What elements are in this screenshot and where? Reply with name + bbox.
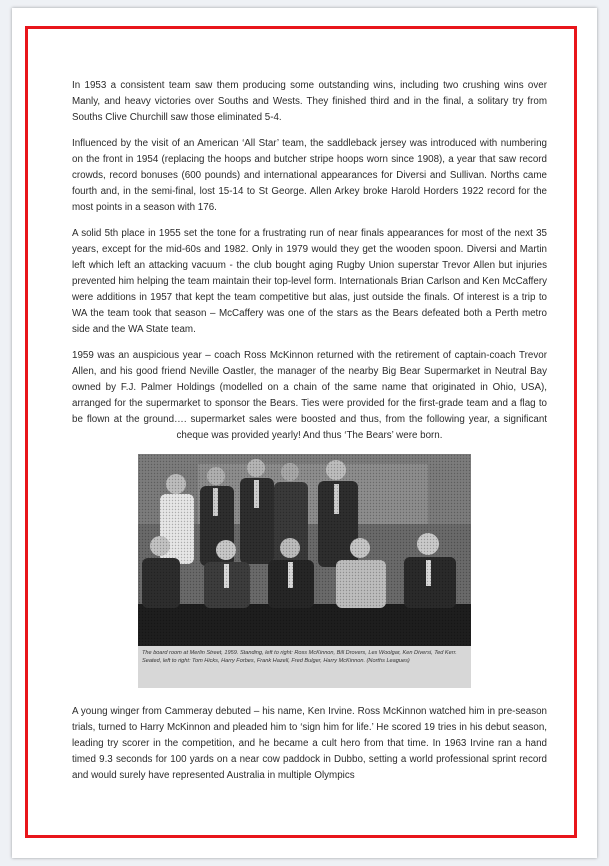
photo-caption: The board room at Merlin Street, 1959. Standing, left to right: Ross McKinnon, Bill Drovers, Les Woolgar, Ken Diversi, Ted Kerr. Seated, left to right: Tom Hicks, Harry Forbes, Frank Hazell, Fred Bulger, Harry McKinnon. (Norths Leagues): [138, 646, 471, 688]
paragraph-1953: In 1953 a consistent team saw them producing some outstanding wins, including two crushing wins over Manly, and heavy victories over Souths and Wests. They finished third and in the final, a solitary try from Souths Clive Churchill saw those eliminated 5-4.: [72, 80, 547, 123]
historic-photo-figure: [138, 454, 471, 688]
paragraph-1959: 1959 was an auspicious year – coach Ross McKinnon returned with the retirement of captain-coach Trevor Allen, and his good friend Neville Oastler, the manager of the nearby Big Bear Supermarket in Neutral Bay owned by F.J. Palmer Holdings (modelled on a chain of the same name that originated in Ohio, USA), arranged for the supermarket to sponsor the Bears. Ties were provided for the first-grade team and a flag to be flown at the ground…. supermarket sales were boosted and thus, from the following year, a significant cheque was provided yearly! And thus ‘The Bears’ were born.: [72, 350, 547, 441]
board-room-photo: [138, 454, 471, 646]
paragraph-1955: A solid 5th place in 1955 set the tone for a frustrating run of near finals appearances for most of the next 35 years, except for the mid-60s and 1982. Only in 1979 would they get the wooden spoon. Diversi and Martin left which left an attacking vacuum - the club bought aging Rugby Union superstar Trevor Allen but injuries prevented him helping the team maintain their top-level form. Internationals Brian Carlson and Ken McCaffery were additions in 1957 that kept the team competitive but alas, just outside the finals. Of interest is a trip to WA the team took that season – McCaffery was one of the stars as the Bears defeated both a Perth metro side and the WA State team.: [72, 228, 547, 335]
document-body: [72, 78, 547, 794]
document-page: [12, 8, 597, 858]
paragraph-ken-irvine: A young winger from Cammeray debuted – his name, Ken Irvine. Ross McKinnon watched him in pre-season trials, turned to Harry McKinnon and pleaded him to ‘sign him for life.’ He scored 19 tries in his debut season, leading try scorer in the competition, and he became a cult hero from that time. In 1963 Irvine ran a hand timed 9.3 seconds for 100 yards on a near cow paddock in Dubbo, setting a world professional sprint record and would surely have represented Australia in multiple Olympics: [72, 706, 547, 781]
group-portrait-illustration: [138, 454, 471, 646]
paragraph-1954: Influenced by the visit of an American ‘All Star’ team, the saddleback jersey was introduced with numbering on the front in 1954 (replacing the hoops and butcher stripe hoops worn since 1908), a year that saw record crowds, record bonuses (600 pounds) and international appearances for Diversi and Sullivan. Norths came fourth and, in the semi-final, lost 15-14 to St George. Allen Arkey broke Harold Horders 1922 record for the most points in a season with 176.: [72, 138, 547, 213]
